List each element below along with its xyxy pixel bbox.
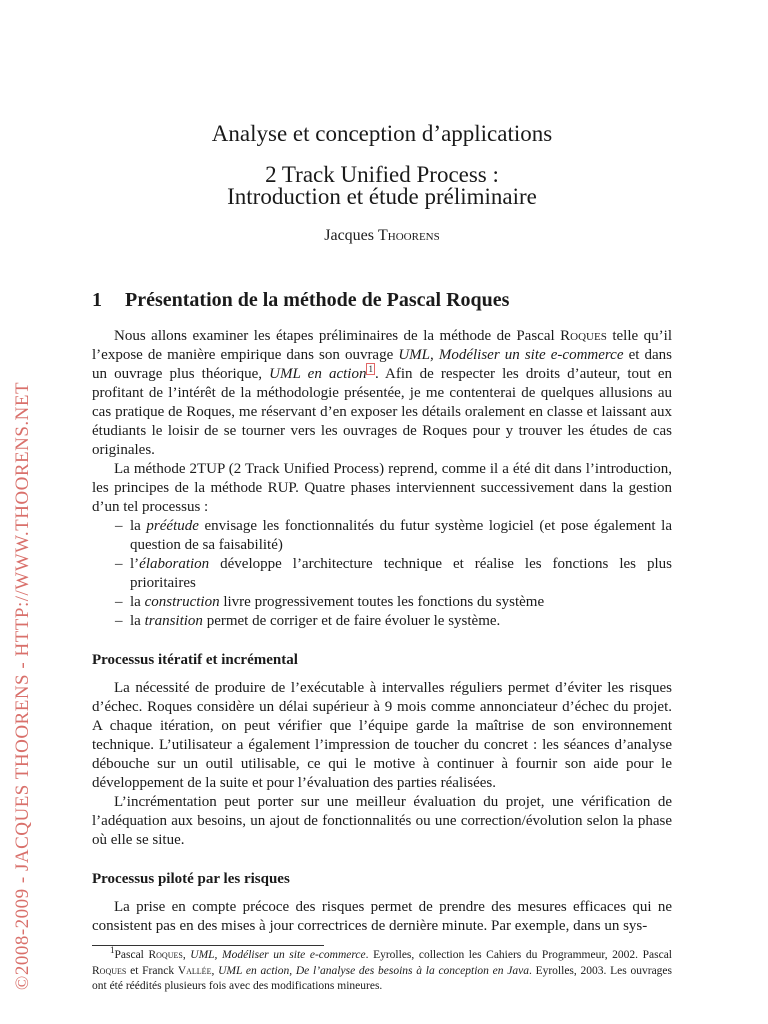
text-run: et Franck	[126, 964, 178, 977]
text-run: Pascal	[114, 949, 149, 961]
paragraph: La prise en compte précoce des risques permet de prendre des mesures efficaces qui ne consistent pas en des mises à jour correctrices de dernière minute. Par exemple, dans un sys-	[92, 899, 672, 934]
text-run: la	[130, 594, 145, 610]
document-subtitle	[92, 164, 672, 208]
text-run: livre progressivement toutes les fonctions du système	[219, 594, 545, 610]
book-title: UML, Modéliser un site e-commerce	[398, 347, 624, 363]
section-title: Présentation de la méthode de Pascal Roques	[125, 289, 510, 311]
author-name: Vallée	[177, 964, 212, 977]
subsection-iterative-heading: Processus itératif et incrémental	[92, 652, 298, 668]
copyright-watermark	[0, 0, 48, 1024]
text-run: permet de corriger et de faire évoluer le système.	[202, 613, 501, 629]
footnote-link[interactable]: 1	[368, 364, 373, 374]
author-name: Roques	[148, 949, 183, 961]
document-title: Analyse et conception d’applications	[211, 121, 553, 146]
list-item	[92, 555, 672, 593]
author-name: Roques	[92, 964, 127, 977]
phase-term: transition	[144, 613, 203, 629]
subsection-iterative-body	[92, 679, 672, 850]
text-run: . Eyrolles, collection les Cahiers du Programmeur, 2002. Pascal	[365, 949, 672, 961]
footnote	[92, 945, 673, 995]
text-run: la	[130, 613, 145, 629]
text-run: . Eyrolles, 2003. Les ouvrages ont été réédités plusieurs fois avec des modifications mineures.	[92, 964, 673, 992]
phase-term: élaboration	[139, 556, 210, 572]
phase-list	[92, 517, 672, 631]
list-item	[92, 593, 672, 612]
text-run: ,	[182, 949, 191, 961]
subtitle-line-2: Introduction et étude préliminaire	[227, 184, 537, 209]
watermark-text: ©2008-2009 - JACQUES THOORENS - HTTP://WWW.THOORENS.NET	[12, 381, 33, 991]
author-name: Roques	[560, 328, 607, 344]
footnote-mark: 1	[110, 945, 115, 956]
subsection-risk-heading: Processus piloté par les risques	[92, 871, 290, 887]
subsection-risk-body	[92, 898, 672, 936]
text-run: . Afin de respecter les droits d’auteur, tout en profitant de l’intérêt de la méthodologie présentée, je me contenterai de quelques allusions au cas pratique de Roques, me réservant d’en exposer les détails oralement en classe et laissant aux étudiants le loisir de se tourner vers les ouvrages de Roques pour y trouver les études de cas originales.	[92, 366, 672, 458]
book-title: UML, Modéliser un site e-commerce	[190, 949, 366, 961]
text-run: l’	[130, 556, 140, 572]
document-author	[92, 225, 672, 247]
book-title: UML en action, De l’analyse des besoins à la conception en Java	[218, 964, 529, 977]
text-run: envisage les fonctionnalités du futur système logiciel (et pose également la question de sa faisabilité)	[130, 518, 672, 553]
footnote-divider	[92, 945, 324, 946]
section-1-heading	[92, 286, 672, 314]
phase-term: construction	[144, 594, 220, 610]
text-run: telle qu’il l’expose de manière empirique dans son ouvrage	[92, 328, 672, 363]
method-paragraph: La méthode 2TUP (2 Track Unified Process) reprend, comme il a été dit dans l’introduction, les principes de la méthode RUP. Quatre phases interviennent successivement dans la gestion d’un tel processus :	[92, 461, 672, 515]
paragraph: L’incrémentation peut porter sur une meilleur évaluation du projet, une vérification de l’adéquation aux besoins, un ajout de fonctionnalités ou une correction/évolution selon la phase où elle se situe.	[92, 794, 672, 848]
section-1-body	[92, 327, 672, 631]
footnote-text	[92, 945, 673, 995]
text-run: la	[130, 518, 147, 534]
text-run: ,	[211, 964, 219, 977]
author-last-name: Thoorens	[378, 227, 440, 244]
author-first-name: Jacques	[324, 227, 375, 244]
list-item	[92, 517, 672, 555]
section-number: 1	[92, 289, 102, 311]
intro-paragraph	[92, 327, 672, 460]
text-run: Nous allons examiner les étapes préliminaires de la méthode de Pascal	[114, 328, 561, 344]
text-run: développe l’architecture technique et réalise les fonctions les plus prioritaires	[130, 556, 672, 591]
phase-term: préétude	[146, 518, 199, 534]
book-title: UML en action	[269, 366, 367, 382]
subtitle-line-1: 2 Track Unified Process :	[265, 162, 499, 187]
paragraph: La nécessité de produire de l’exécutable à intervalles réguliers permet d’éviter les risques d’échec. Roques considère un délai supérieur à 9 mois comme annonciateur d’échec du projet. A chaque itération, on peut vérifier que l’équipe garde la maîtrise de son environnement technique. L’utilisateur a également l’impression de toucher du concret : les séances d’analyse débouche sur un outil utilisable, ce qui le motive à continuer à fournir son aide pour le développement de la suite et pour l’évaluation des parties réalisées.	[92, 680, 672, 791]
list-item	[92, 612, 672, 631]
text-run: et dans un ouvrage plus théorique,	[92, 347, 672, 382]
